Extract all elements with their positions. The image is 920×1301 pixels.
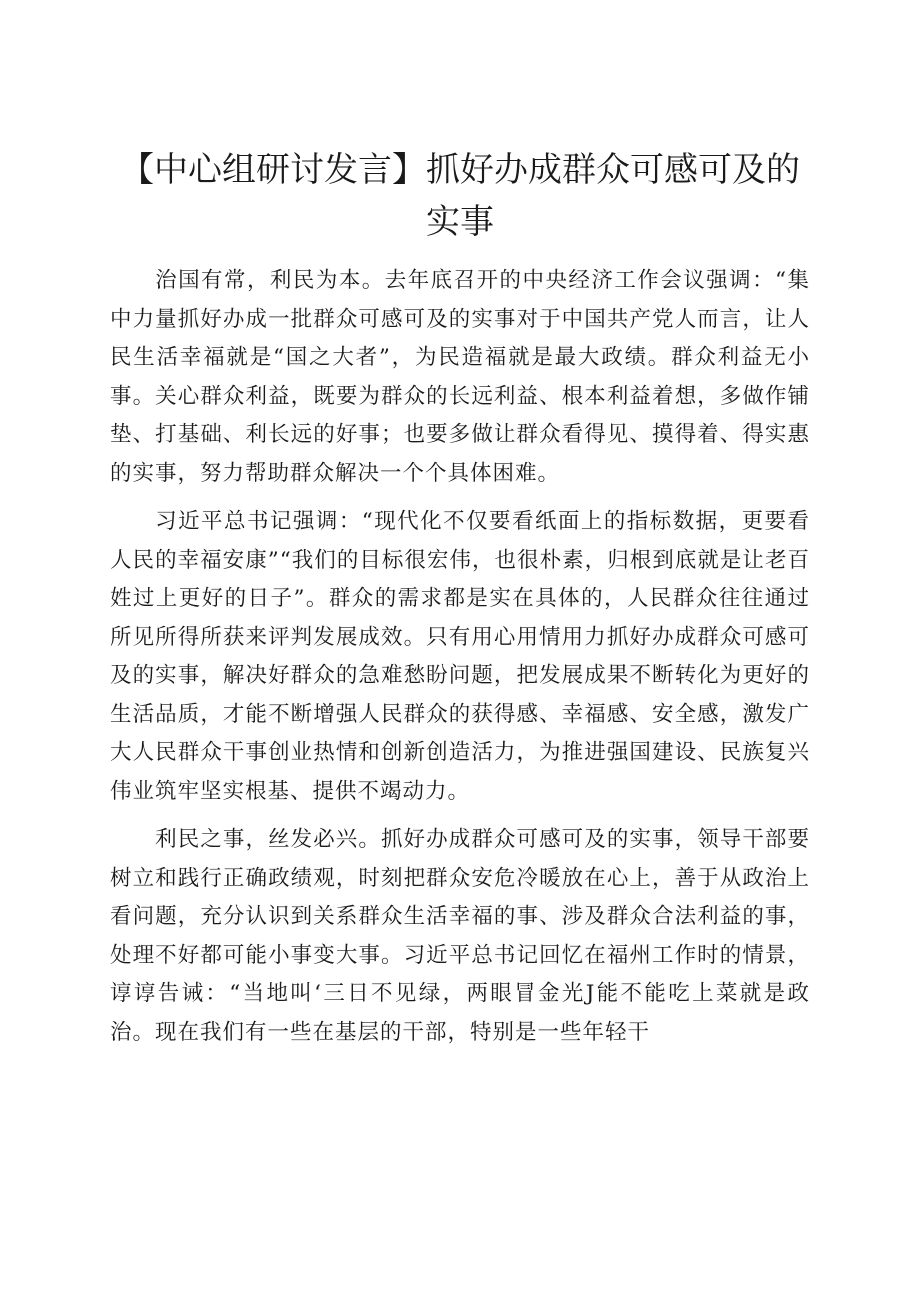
title-line-1: 【中心组研讨发言】抓好办成群众可感可及的	[120, 150, 800, 190]
paragraph: 利民之事，丝发必兴。抓好办成群众可感可及的实事，领导干部要树立和践行正确政绩观，时刻把群众安危冷暖放在心上，善于从政治上看问题，充分认识到关系群众生活幸福的事、涉及群众合法利益的事，处理不好都可能小事变大事。习近平总书记回忆在福州工作时的情景，谆谆告诫：“当地叫‘三日不见绿，两眼冒金光J能不能吃上菜就是政治。现在我们有一些在基层的干部，特别是一些年轻干	[110, 827, 810, 1045]
paragraph: 习近平总书记强调：“现代化不仅要看纸面上的指标数据，更要看人民的幸福安康”“我们的目标很宏伟，也很朴素，归根到底就是让老百姓过上更好的日子”。群众的需求都是实在具体的，人民群众往往通过所见所得所获来评判发展成效。只有用心用情用力抓好办成群众可感可及的实事，解决好群众的急难愁盼问题，把发展成果不断转化为更好的生活品质，才能不断增强人民群众的获得感、幸福感、安全感，激发广大人民群众干事创业热情和创新创造活力，为推进强国建设、民族复兴伟业筑牢坚实根基、提供不竭动力。	[110, 509, 810, 804]
paragraph: 治国有常，利民为本。去年底召开的中央经济工作会议强调：“集中力量抓好办成一批群众可感可及的实事对于中国共产党人而言，让人民生活幸福就是“国之大者”，为民造福就是最大政绩。群众利益无小事。关心群众利益，既要为群众的长远利益、根本利益着想，多做作铺垫、打基础、利长远的好事；也要多做让群众看得见、摸得着、得实惠的实事，努力帮助群众解决一个个具体困难。	[110, 268, 810, 486]
document-title	[110, 144, 810, 248]
document-body	[110, 262, 810, 1062]
title-line-2: 实事	[426, 202, 494, 242]
